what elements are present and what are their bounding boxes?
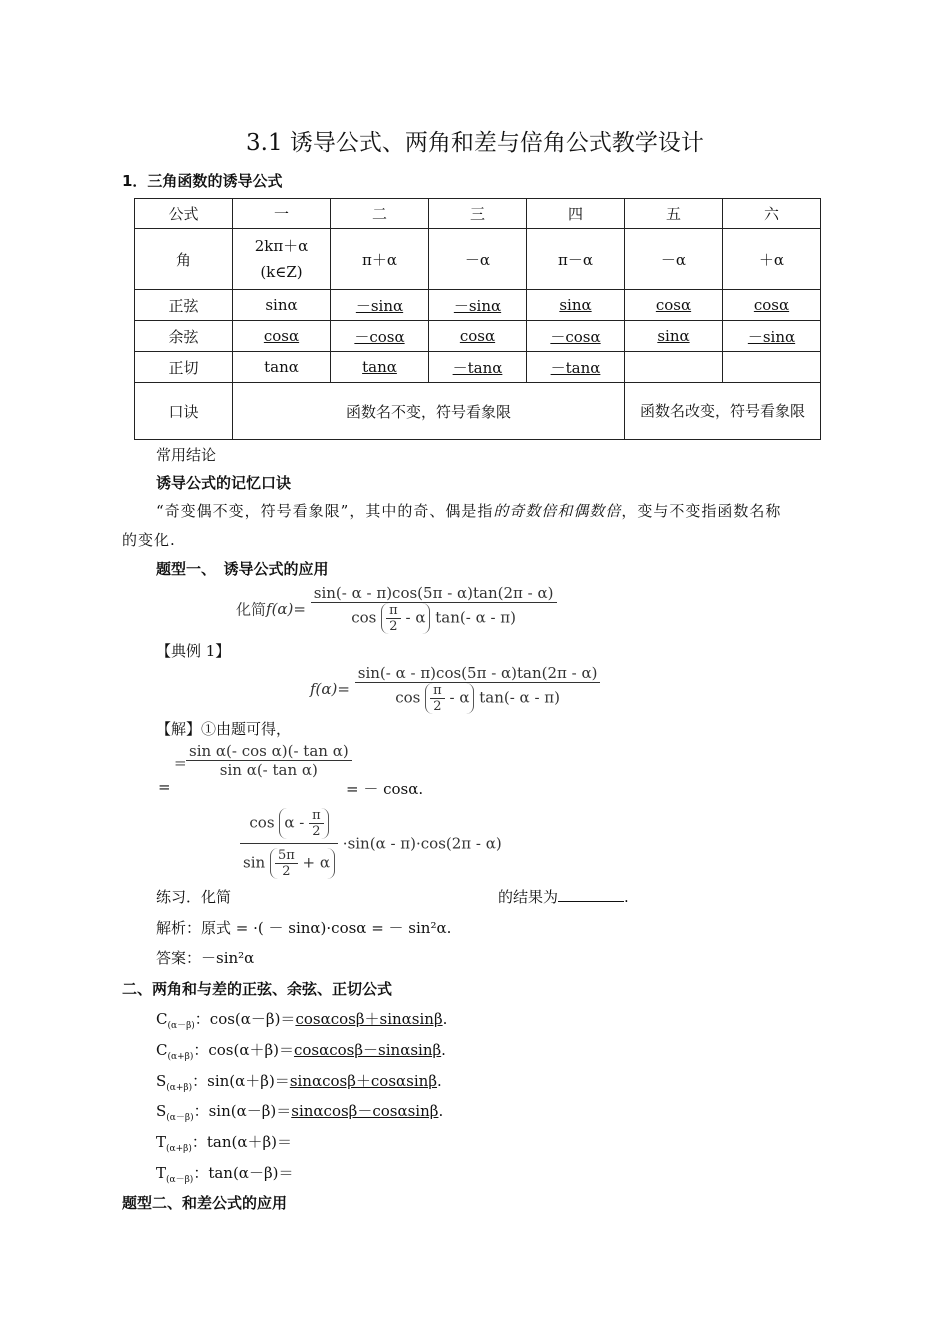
solution-denominator: sin α(- tan α) bbox=[186, 760, 352, 779]
formula-rhs: sinαcosβ－cosαsinβ bbox=[291, 1102, 439, 1120]
table-cell: tanα bbox=[233, 352, 331, 383]
den-cos: cos bbox=[395, 688, 421, 707]
formula-line bbox=[156, 1162, 293, 1185]
table-row-angle bbox=[135, 229, 821, 290]
formula-end: . bbox=[441, 1041, 446, 1059]
practice-denominator bbox=[240, 843, 338, 879]
practice-end: . bbox=[624, 888, 629, 906]
den-sin: sin bbox=[243, 853, 266, 872]
practice-suffix bbox=[498, 886, 629, 907]
equals-sign-gray: = bbox=[174, 754, 187, 772]
inner-num: π bbox=[312, 808, 321, 823]
fraction bbox=[355, 664, 601, 714]
type1-heading: 题型一、 诱导公式的应用 bbox=[156, 560, 329, 578]
table-cell: －sinα bbox=[429, 290, 527, 321]
practice-label: 练习．化简 bbox=[156, 888, 232, 906]
formula-sub: (α－β) bbox=[166, 1175, 194, 1185]
table-header-cell: 四 bbox=[527, 199, 625, 229]
inner-num: 5π bbox=[277, 848, 295, 863]
formula-line bbox=[156, 1039, 446, 1062]
formula-end: . bbox=[442, 1010, 448, 1028]
inner-num: π bbox=[433, 683, 442, 698]
document-title: 3.1 诱导公式、两角和差与倍角公式教学设计 bbox=[246, 130, 704, 156]
formula-rhs: cosαcosβ－sinαsinβ bbox=[293, 1041, 442, 1059]
paren-group bbox=[279, 808, 328, 839]
formula-sub: (α+β) bbox=[166, 1083, 193, 1093]
angle-note: (k∈Z) bbox=[260, 263, 303, 281]
table-row-cosine bbox=[135, 321, 821, 352]
table-row-label: 正切 bbox=[135, 352, 233, 383]
section-sum-difference-heading: 二、两角和与差的正弦、余弦、正切公式 bbox=[122, 980, 393, 998]
table-cell bbox=[625, 352, 723, 383]
formula-name: S bbox=[156, 1102, 167, 1120]
table-cell: －cosα bbox=[331, 321, 429, 352]
table-cell: －tanα bbox=[527, 352, 625, 383]
f-alpha: f(α)= bbox=[310, 680, 350, 698]
table-cell: －tanα bbox=[429, 352, 527, 383]
formula-name: S bbox=[156, 1072, 167, 1090]
table-cell: π－α bbox=[527, 229, 625, 290]
memory-line-1 bbox=[156, 500, 781, 521]
practice-tail: ·sin(α - π)·cos(2π - α) bbox=[342, 834, 502, 853]
inner-fraction bbox=[275, 848, 298, 879]
formula-line bbox=[156, 1008, 447, 1031]
inner-minus-alpha: - α bbox=[449, 688, 470, 707]
inner-fraction bbox=[386, 603, 401, 634]
memory-text: “奇变偶不变，符号看象限”，其中的奇、偶是指 bbox=[156, 502, 494, 520]
table-cell: ＋α bbox=[723, 229, 821, 290]
formula-end: . bbox=[438, 1102, 444, 1120]
formula-sub: (α－β) bbox=[166, 1113, 194, 1123]
inner-den: 2 bbox=[275, 863, 298, 879]
answer-blank bbox=[558, 887, 624, 902]
inner-den: 2 bbox=[430, 698, 445, 714]
table-cell: cosα bbox=[233, 321, 331, 352]
fraction-denominator bbox=[311, 602, 557, 634]
den-tan: tan(- α - π) bbox=[479, 688, 560, 707]
inner-minus-alpha: - α bbox=[405, 608, 426, 627]
table-header-cell: 三 bbox=[429, 199, 527, 229]
formula-line bbox=[156, 1100, 443, 1123]
table-cell: －α bbox=[625, 229, 723, 290]
formula-name: T bbox=[156, 1133, 167, 1151]
simplify-expression bbox=[236, 584, 557, 634]
table-cell: sinα bbox=[233, 290, 331, 321]
inner-num: π bbox=[389, 603, 398, 618]
table-cell: sinα bbox=[625, 321, 723, 352]
formula-lhs: ：tan(α－β)＝ bbox=[193, 1164, 294, 1182]
common-conclusion-label: 常用结论 bbox=[156, 446, 217, 464]
table-row-sine bbox=[135, 290, 821, 321]
solution-label: 【解】①由题可得， bbox=[156, 720, 292, 738]
formula-sub: (α－β) bbox=[167, 1021, 195, 1031]
table-header-cell: 一 bbox=[233, 199, 331, 229]
table-cell: －sinα bbox=[331, 290, 429, 321]
table-row-label: 口诀 bbox=[135, 383, 233, 440]
den-tan: tan(- α - π) bbox=[435, 608, 517, 627]
formula-name: T bbox=[156, 1164, 167, 1182]
formula-line bbox=[156, 1070, 442, 1093]
inner-fraction bbox=[430, 683, 445, 714]
table-row-label: 正弦 bbox=[135, 290, 233, 321]
formula-line bbox=[156, 1131, 292, 1154]
paren-group bbox=[425, 683, 474, 714]
angle-expression: 2kπ＋α bbox=[254, 237, 309, 255]
inner-den: 2 bbox=[386, 618, 401, 634]
simplify-prefix: 化简 bbox=[236, 600, 267, 619]
fraction bbox=[311, 584, 557, 634]
solution-result: = － cosα. bbox=[346, 780, 424, 798]
fraction-denominator bbox=[355, 682, 601, 714]
type2-heading: 题型二、和差公式的应用 bbox=[122, 1194, 288, 1212]
table-header-cell: 六 bbox=[723, 199, 821, 229]
table-cell: cosα bbox=[429, 321, 527, 352]
fraction-numerator: sin(- α - π)cos(5π - α)tan(2π - α) bbox=[313, 584, 554, 602]
inner-fraction bbox=[309, 808, 324, 839]
analysis-line: 解析：原式 = ·( － sinα)·cosα = － sin²α. bbox=[156, 919, 452, 937]
table-header-cell: 五 bbox=[625, 199, 723, 229]
formula-sub: (α+β) bbox=[166, 1144, 192, 1154]
den-cos: cos bbox=[351, 608, 377, 627]
practice-fraction bbox=[240, 808, 338, 879]
equals-sign: = bbox=[158, 778, 171, 796]
formula-lhs: ：tan(α＋β)＝ bbox=[191, 1133, 293, 1151]
table-cell: 函数名不变，符号看象限 bbox=[233, 383, 625, 440]
practice-numerator bbox=[240, 808, 338, 843]
memory-title: 诱导公式的记忆口诀 bbox=[156, 474, 292, 492]
table-cell: －α bbox=[429, 229, 527, 290]
table-cell: π＋α bbox=[331, 229, 429, 290]
practice-expression bbox=[240, 808, 502, 879]
formula-rhs: sinαcosβ＋cosαsinβ bbox=[289, 1072, 437, 1090]
table-header-cell: 二 bbox=[331, 199, 429, 229]
table-row-label: 角 bbox=[135, 229, 233, 290]
table-cell: －cosα bbox=[527, 321, 625, 352]
example-label: 【典例 1】 bbox=[156, 642, 231, 660]
table-cell: tanα bbox=[331, 352, 429, 383]
practice-suffix-text: 的结果为 bbox=[498, 888, 559, 906]
practice-inner: α - bbox=[284, 813, 310, 832]
formula-rhs: cosαcosβ＋sinαsinβ bbox=[295, 1010, 443, 1028]
table-cell: －sinα bbox=[723, 321, 821, 352]
table-cell: cosα bbox=[625, 290, 723, 321]
table-cell: 函数名改变，符号看象限 bbox=[625, 383, 821, 440]
memory-text: ，变与不变指函数名称 bbox=[621, 502, 782, 520]
paren-group bbox=[381, 603, 430, 634]
fraction-numerator: sin(- α - π)cos(5π - α)tan(2π - α) bbox=[357, 664, 598, 682]
table-header-cell: 公式 bbox=[135, 199, 233, 229]
formula-sub: (α+β) bbox=[167, 1052, 194, 1062]
solution-fraction bbox=[186, 742, 352, 779]
formula-lhs: ：sin(α－β)＝ bbox=[193, 1102, 292, 1120]
formula-lhs: ：cos(α－β)＝ bbox=[194, 1010, 296, 1028]
solution-numerator: sin α(- cos α)(- tan α) bbox=[189, 742, 349, 760]
formula-lhs: ：cos(α＋β)＝ bbox=[193, 1041, 294, 1059]
induction-formula-table bbox=[134, 198, 821, 440]
table-row-label: 余弦 bbox=[135, 321, 233, 352]
formula-name: C bbox=[156, 1041, 168, 1059]
table-header-row bbox=[135, 199, 821, 229]
num-cos: cos bbox=[249, 813, 275, 832]
answer-line: 答案：－sin²α bbox=[156, 949, 255, 967]
paren-group bbox=[270, 848, 335, 879]
formula-end: . bbox=[437, 1072, 442, 1090]
f-alpha: f(α)= bbox=[266, 600, 306, 618]
inner-den: 2 bbox=[309, 823, 324, 839]
formula-lhs: ：sin(α＋β)＝ bbox=[192, 1072, 290, 1090]
memory-emphasis: 的奇数倍和偶数倍 bbox=[493, 502, 622, 520]
practice-plus-alpha: + α bbox=[302, 853, 331, 872]
example-expression bbox=[310, 664, 600, 714]
formula-name: C bbox=[156, 1010, 168, 1028]
table-cell bbox=[723, 352, 821, 383]
table-cell: cosα bbox=[723, 290, 821, 321]
table-cell bbox=[233, 229, 331, 290]
table-cell: sinα bbox=[527, 290, 625, 321]
table-row-mnemonic bbox=[135, 383, 821, 440]
table-row-tangent bbox=[135, 352, 821, 383]
section-induction-heading: 1．三角函数的诱导公式 bbox=[122, 172, 283, 190]
memory-line-2: 的变化. bbox=[122, 531, 176, 549]
